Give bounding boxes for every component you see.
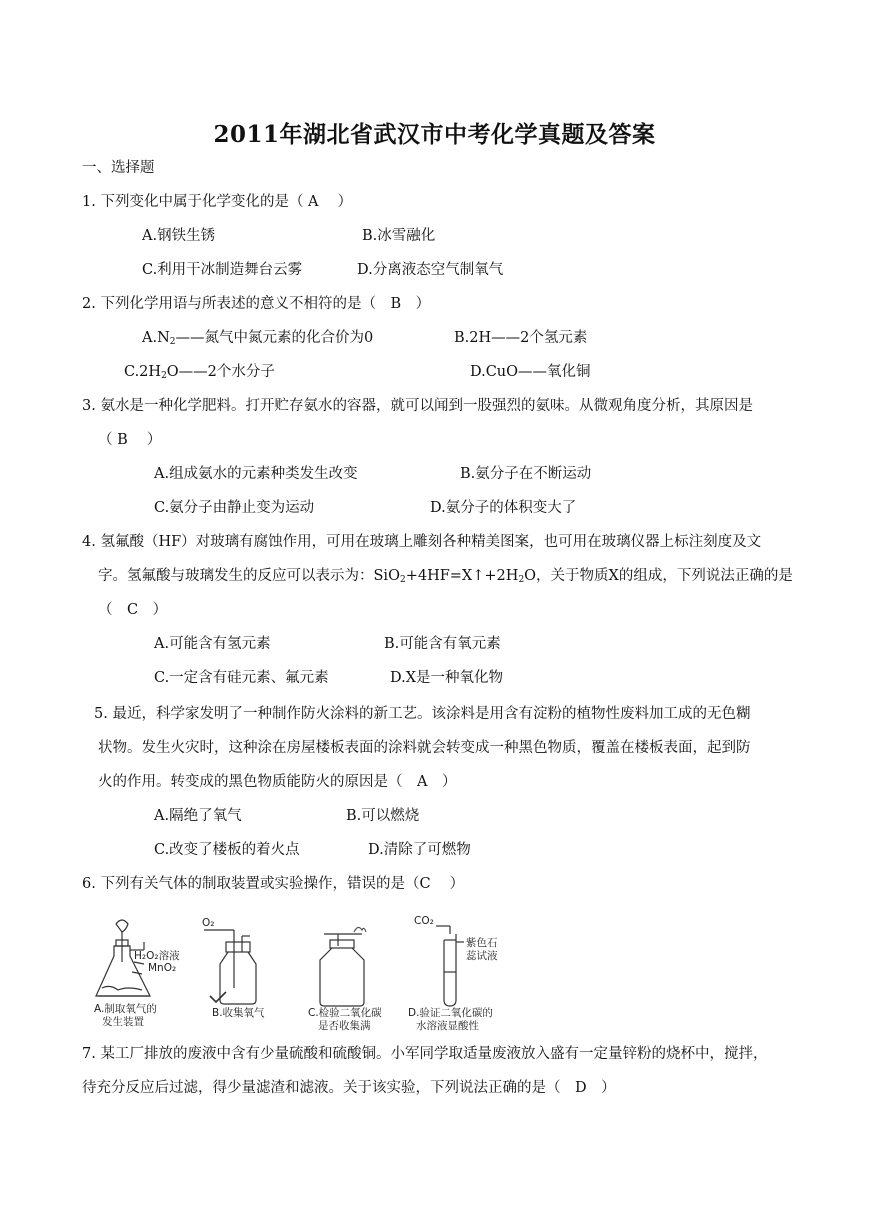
question-2-option-b: B.2H——2个氢元素: [454, 330, 588, 346]
question-5-stem-line-3: 火的作用。转变成的黑色物质能防火的原因是（ A ）: [98, 774, 457, 790]
apparatus-b-gas: O₂: [202, 917, 215, 929]
question-4-stem-line-2: 字。氢氟酸与玻璃发生的反应可以表示为：$SiO_2+4HF=X↑+2H_2O$，关于物质X的组成，下列说法正确的是: [98, 568, 793, 585]
section-heading: 一、选择题: [82, 160, 155, 176]
apparatus-a-caption-2: 发生装置: [102, 1016, 144, 1028]
question-2-option-a: $A.N_2——$氮气中氮元素的化合价为0: [142, 330, 374, 347]
question-4-stem: 4. 氢氟酸（HF）对玻璃有腐蚀作用，可用在玻璃上雕刻各种精美图案，也可用在玻璃仪器上标注刻度及文: [82, 534, 762, 550]
question-2-option-c: $C.2H_2O——2$个水分子: [124, 364, 275, 381]
question-3-option-a: A.组成氨水的元素种类发生改变: [154, 466, 358, 482]
apparatus-d-gas: CO₂: [414, 915, 434, 927]
apparatus-d-caption-2: 水溶液显酸性: [416, 1020, 479, 1032]
question-3-answer: （ B ）: [98, 432, 162, 448]
apparatus-a-reagent-2: MnO₂: [148, 962, 177, 974]
question-4-option-c: C.一定含有硅元素、氟元素: [154, 670, 329, 686]
apparatus-d-testtube: [436, 926, 464, 1006]
question-5-option-c: C.改变了楼板的着火点: [154, 842, 300, 858]
apparatus-b-caption: B.收集氧气: [212, 1007, 265, 1019]
question-1-option-b: B.冰雪融化: [362, 228, 436, 244]
question-5-option-a: A.隔绝了氧气: [154, 808, 242, 824]
page-title: 2011年湖北省武汉市中考化学真题及答案: [213, 121, 656, 148]
apparatus-b-bottle: [204, 930, 256, 1004]
question-4-option-b: B.可能含有氧元素: [384, 636, 501, 652]
question-5-option-b: B.可以燃烧: [346, 808, 420, 824]
apparatus-figure: [92, 912, 522, 1034]
question-2-option-d: D.CuO——氧化铜: [470, 364, 591, 380]
apparatus-c-caption-2: 是否收集满: [318, 1020, 371, 1032]
question-7-stem: 7. 某工厂排放的废液中含有少量硫酸和硫酸铜。小军同学取适量废液放入盛有一定量锌粉的烧杯中，搅拌，: [82, 1046, 768, 1062]
question-4-answer: （ C ）: [98, 602, 168, 618]
question-3-option-b: B.氨分子在不断运动: [460, 466, 592, 482]
question-1-option-c: C.利用干冰制造舞台云雾: [142, 262, 303, 278]
apparatus-a-reagent-1: H₂O₂溶液: [134, 950, 180, 962]
apparatus-d-reagent-2: 蕊试液: [466, 950, 498, 962]
question-5-stem: 5. 最近，科学家发明了一种制作防火涂料的新工艺。该涂料是用含有淀粉的植物性废料加工成的无色糊: [94, 706, 751, 722]
question-5-option-d: D.清除了可燃物: [368, 842, 471, 858]
apparatus-d-reagent-1: 紫色石: [466, 937, 498, 949]
question-5-stem-line-2: 状物。发生火灾时，这种涂在房屋楼板表面的涂料就会转变成一种黑色物质，覆盖在楼板表面，起到防: [98, 740, 751, 756]
question-3-option-c: C.氨分子由静止变为运动: [154, 500, 315, 516]
question-3-option-d: D.氨分子的体积变大了: [430, 500, 577, 516]
apparatus-a-caption-1: A.制取氧气的: [94, 1003, 157, 1015]
question-6-stem: 6. 下列有关气体的制取装置或实验操作，错误的是（C ）: [82, 876, 465, 892]
question-1-stem: 1. 下列变化中属于化学变化的是（ A ）: [82, 194, 353, 210]
question-1-option-d: D.分离液态空气制氧气: [357, 262, 504, 278]
apparatus-c-bottle: [320, 927, 366, 1006]
apparatus-drawing: [92, 912, 522, 1034]
apparatus-c-caption-1: C.检验二氧化碳: [308, 1007, 382, 1019]
question-3-stem: 3. 氨水是一种化学肥料。打开贮存氨水的容器，就可以闻到一股强烈的氨味。从微观角度分析，其原因是: [82, 398, 753, 414]
apparatus-d-caption-1: D.验证二氧化碳的: [408, 1007, 493, 1019]
question-2-stem: 2. 下列化学用语与所表述的意义不相符的是（ B ）: [82, 296, 431, 312]
question-4-option-d: D.X是一种氧化物: [390, 670, 504, 686]
question-1-option-a: A.钢铁生锈: [142, 228, 216, 244]
question-4-option-a: A.可能含有氢元素: [154, 636, 271, 652]
question-7-stem-line-2: 待充分反应后过滤，得少量滤渣和滤液。关于该实验，下列说法正确的是（ D ）: [82, 1080, 616, 1096]
